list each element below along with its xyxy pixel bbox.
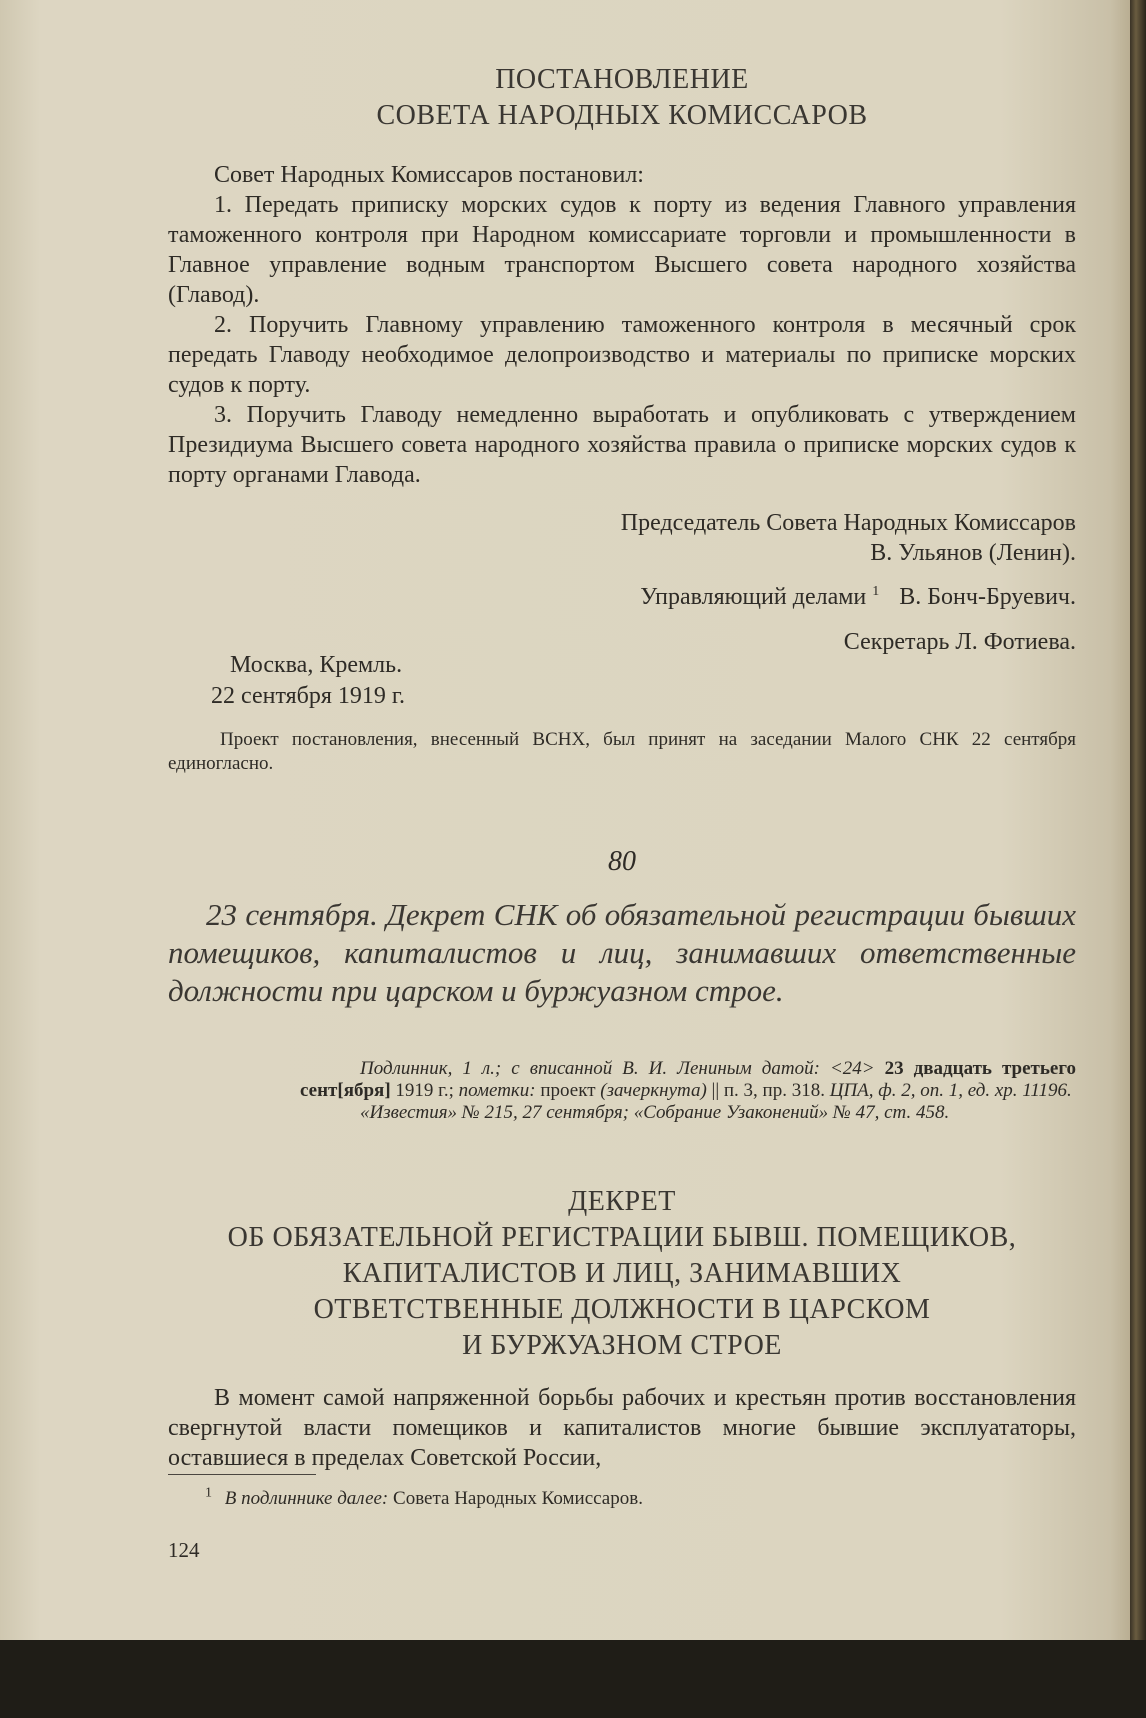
resolution-item-2: 2. Поручить Главному управлению таможенного контроля в месячный срок передать Главоду необходимое делопроизводство и материалы по приписке морских судов к порту.: [168, 312, 1076, 398]
resolution-note-block: [168, 728, 1076, 776]
manager-label: Управляющий делами: [640, 584, 867, 610]
decree-title-line5: И БУРЖУАЗНОМ СТРОЕ: [462, 1330, 782, 1361]
decree-body-paragraph: В момент самой напряженной борьбы рабочих и крестьян против восстановления свергнутой власти помещиков и капиталистов многие бывшие эксплуататоры, оставшиеся в пределах Советской России,: [168, 1385, 1076, 1471]
manager-name: В. Бонч-Бруевич.: [899, 584, 1076, 610]
footnote-divider: [168, 1474, 316, 1475]
footnote-mark: 1: [872, 584, 880, 599]
footnote-italic: В подлиннике далее:: [224, 1488, 389, 1509]
resolution-body: [168, 160, 1076, 490]
resolution-title-line1: ПОСТАНОВЛЕНИЕ: [495, 64, 749, 95]
document-number: 80: [608, 846, 636, 877]
place: Москва, Кремль.: [230, 652, 403, 678]
footnote: [205, 1485, 643, 1510]
source-crossed: (зачеркнута): [600, 1080, 707, 1101]
source-point: || п. 3, пр. 318.: [706, 1080, 830, 1101]
date: 22 сентября 1919 г.: [211, 683, 406, 709]
source-date-bold: 23 двадцать третьего сент[ября]: [300, 1058, 1077, 1101]
resolution-intro: Совет Народных Комиссаров постановил:: [214, 162, 644, 188]
resolution-item-3: 3. Поручить Главоду немедленно выработать и опубликовать с утверждением Президиума Высшего совета народного хозяйства правила о приписке морских судов к порту органами Главода.: [168, 402, 1076, 488]
footnote-number: 1: [205, 1485, 212, 1501]
source-publication: «Известия» № 215, 27 сентября; «Собрание Узаконений» № 47, ст. 458.: [360, 1102, 950, 1123]
source-marks-label: пометки:: [458, 1080, 536, 1101]
source-project: проект: [535, 1080, 601, 1101]
source-reference: [300, 1058, 1076, 1124]
footnote-text: Совета Народных Комиссаров.: [388, 1488, 643, 1509]
source-line-publication: [300, 1102, 1076, 1124]
decree-title-line1: ДЕКРЕТ: [568, 1186, 676, 1217]
secretary-signature: Секретарь Л. Фотиева.: [843, 629, 1076, 655]
decree-title-line4: ОТВЕТСТВЕННЫЕ ДОЛЖНОСТИ В ЦАРСКОМ: [313, 1294, 931, 1325]
resolution-title-line2: СОВЕТА НАРОДНЫХ КОМИССАРОВ: [376, 100, 868, 131]
source-year: 1919 г.;: [390, 1080, 459, 1101]
resolution-note: Проект постановления, внесенный ВСНХ, был принят на заседании Малого СНК 22 сентября единогласно.: [168, 729, 1076, 774]
source-archive: ЦПА, ф. 2, оп. 1, ед. хр. 11196.: [829, 1080, 1072, 1101]
decree-title-line3: КАПИТАЛИСТОВ И ЛИЦ, ЗАНИМАВШИХ: [342, 1258, 902, 1289]
decree-body: [168, 1383, 1076, 1473]
source-original: Подлинник, 1 л.; с вписанной В. И. Лениным датой: <24>: [360, 1058, 875, 1079]
chairman-title: Председатель Совета Народных Комиссаров: [620, 510, 1076, 536]
resolution-item-1: 1. Передать приписку морских судов к порту из ведения Главного управления таможенного контроля при Народном комиссариате торговли и промышленности в Главное управление водным транспортом Высшего совета народного хозяйства (Главод).: [168, 192, 1076, 308]
manager-signature: [640, 582, 1076, 612]
chairman-name: В. Ульянов (Ленин).: [870, 540, 1076, 566]
scan-background: [0, 1640, 1146, 1718]
book-spine: [1130, 0, 1146, 1718]
source-line-1: [300, 1058, 1076, 1102]
document-caption: 23 сентября. Декрет СНК об обязательной регистрации бывших помещиков, капиталистов и лиц, занимавших ответственные должности при царском и буржуазном строе.: [168, 897, 1076, 1008]
page-number: 124: [168, 1538, 200, 1562]
decree-title-line2: ОБ ОБЯЗАТЕЛЬНОЙ РЕГИСТРАЦИИ БЫВШ. ПОМЕЩИКОВ,: [227, 1222, 1017, 1253]
